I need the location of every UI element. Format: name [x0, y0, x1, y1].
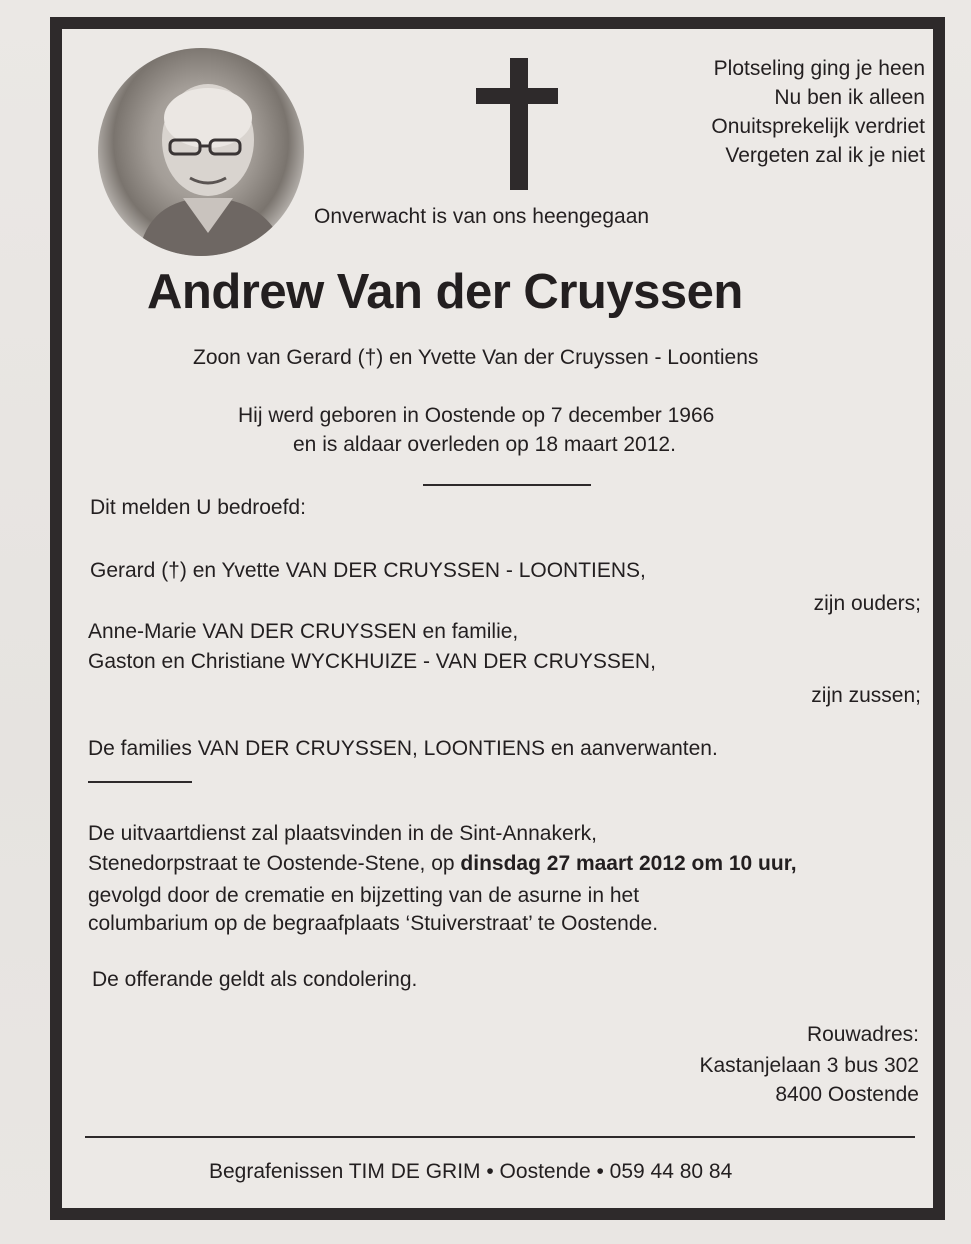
poem-line-3: Onuitsprekelijk verdriet — [711, 115, 925, 138]
born-line: Hij werd geboren in Oostende op 7 december 1966 — [238, 404, 715, 427]
offering-text: De offerande geldt als condolering. — [92, 968, 418, 991]
sister-1: Anne-Marie VAN DER CRUYSSEN en familie, — [88, 620, 519, 643]
families-line: De families VAN DER CRUYSSEN, LOONTIENS en aanverwanten. — [88, 737, 718, 760]
service-line-1: De uitvaartdienst zal plaatsvinden in de Sint-Annakerk, — [88, 822, 597, 845]
announce-text: Dit melden U bedroefd: — [90, 496, 306, 519]
service-date: dinsdag 27 maart 2012 om 10 uur, — [460, 852, 797, 875]
intro-text: Onverwacht is van ons heengegaan — [314, 205, 650, 228]
portrait-photo — [98, 48, 304, 256]
service-line-4: columbarium op de begraafplaats ‘Stuiverstraat’ te Oostende. — [88, 912, 659, 935]
service-line-3: gevolgd door de crematie en bijzetting van de asurne in het — [88, 884, 640, 907]
divider-short — [423, 484, 591, 486]
poem-line-2: Nu ben ik alleen — [774, 86, 925, 109]
footer-divider — [85, 1136, 915, 1138]
cross-icon — [510, 58, 528, 190]
parents-names: Gerard (†) en Yvette VAN DER CRUYSSEN - LOONTIENS, — [90, 559, 646, 582]
died-line: en is aldaar overleden op 18 maart 2012. — [293, 433, 676, 456]
divider-left — [88, 781, 192, 783]
funeral-home: Begrafenissen TIM DE GRIM • Oostende • 059 44 80 84 — [209, 1160, 733, 1183]
parents-line: Zoon van Gerard (†) en Yvette Van der Cruyssen - Loontiens — [193, 346, 759, 369]
service-line-2-text: Stenedorpstraat te Oostende-Stene, op — [88, 852, 461, 875]
service-line-2 — [88, 852, 797, 876]
address-street: Kastanjelaan 3 bus 302 — [699, 1054, 919, 1077]
deceased-name: Andrew Van der Cruyssen — [147, 265, 743, 319]
sister-2: Gaston en Christiane WYCKHUIZE - VAN DER CRUYSSEN, — [88, 650, 656, 673]
sisters-role: zijn zussen; — [811, 684, 921, 707]
portrait-icon — [98, 48, 304, 256]
poem-line-4: Vergeten zal ik je niet — [725, 144, 925, 167]
address-label: Rouwadres: — [806, 1023, 919, 1046]
address-city: 8400 Oostende — [775, 1083, 919, 1106]
cross-bar — [476, 88, 558, 104]
parents-role: zijn ouders; — [813, 592, 921, 615]
poem-line-1: Plotseling ging je heen — [713, 57, 925, 80]
